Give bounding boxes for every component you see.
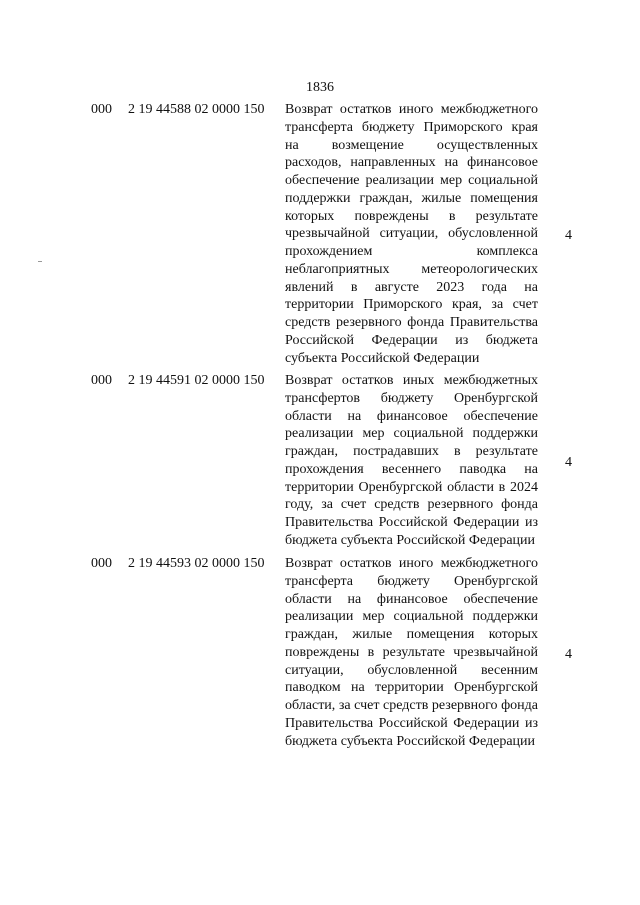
income-description: Возврат остатков иного межбюджетного трансферта бюджету Приморского края на возмещение осуществленных расходов, направленных на финансовое обеспечение реализации мер социальной поддержки граждан, жилые помещения которых повреждены в результате чрезвычайной ситуации, обусловленной прохождением комплекса неблагоприятных метеорологических явлений в августе 2023 года на территории Приморского края, за счет средств резервного фонда Правительства Российской Федерации из бюджета субъекта Российской Федерации xyxy=(285,102,538,366)
admin-code: 000 xyxy=(91,556,112,571)
distribution-norm: 4 xyxy=(565,647,572,662)
admin-code: 000 xyxy=(91,373,112,388)
distribution-norm: 4 xyxy=(565,455,572,470)
page-number: 1836 xyxy=(306,80,334,95)
budget-classification-code: 2 19 44591 02 0000 150 xyxy=(128,373,265,388)
scan-margin-mark xyxy=(38,261,42,262)
admin-code: 000 xyxy=(91,102,112,117)
income-description: Возврат остатков иного межбюджетного трансферта бюджету Оренбургской области на финансовое обеспечение реализации мер социальной поддержки граждан, жилые помещения которых повреждены в результате чрезвычайной ситуации, обусловленной весенним паводком на территории Оренбургской области, за счет средств резервного фонда Правительства Российской Федерации из бюджета субъекта Российской Федерации xyxy=(285,556,538,749)
income-description: Возврат остатков иных межбюджетных трансфертов бюджету Оренбургской области на финансовое обеспечение реализации мер социальной поддержки граждан, пострадавших в результате прохождения весеннего паводка на территории Оренбургской области в 2024 году, за счет средств резервного фонда Правительства Российской Федерации из бюджета субъекта Российской Федерации xyxy=(285,373,538,548)
budget-classification-code: 2 19 44588 02 0000 150 xyxy=(128,102,265,117)
distribution-norm: 4 xyxy=(565,228,572,243)
budget-classification-code: 2 19 44593 02 0000 150 xyxy=(128,556,265,571)
